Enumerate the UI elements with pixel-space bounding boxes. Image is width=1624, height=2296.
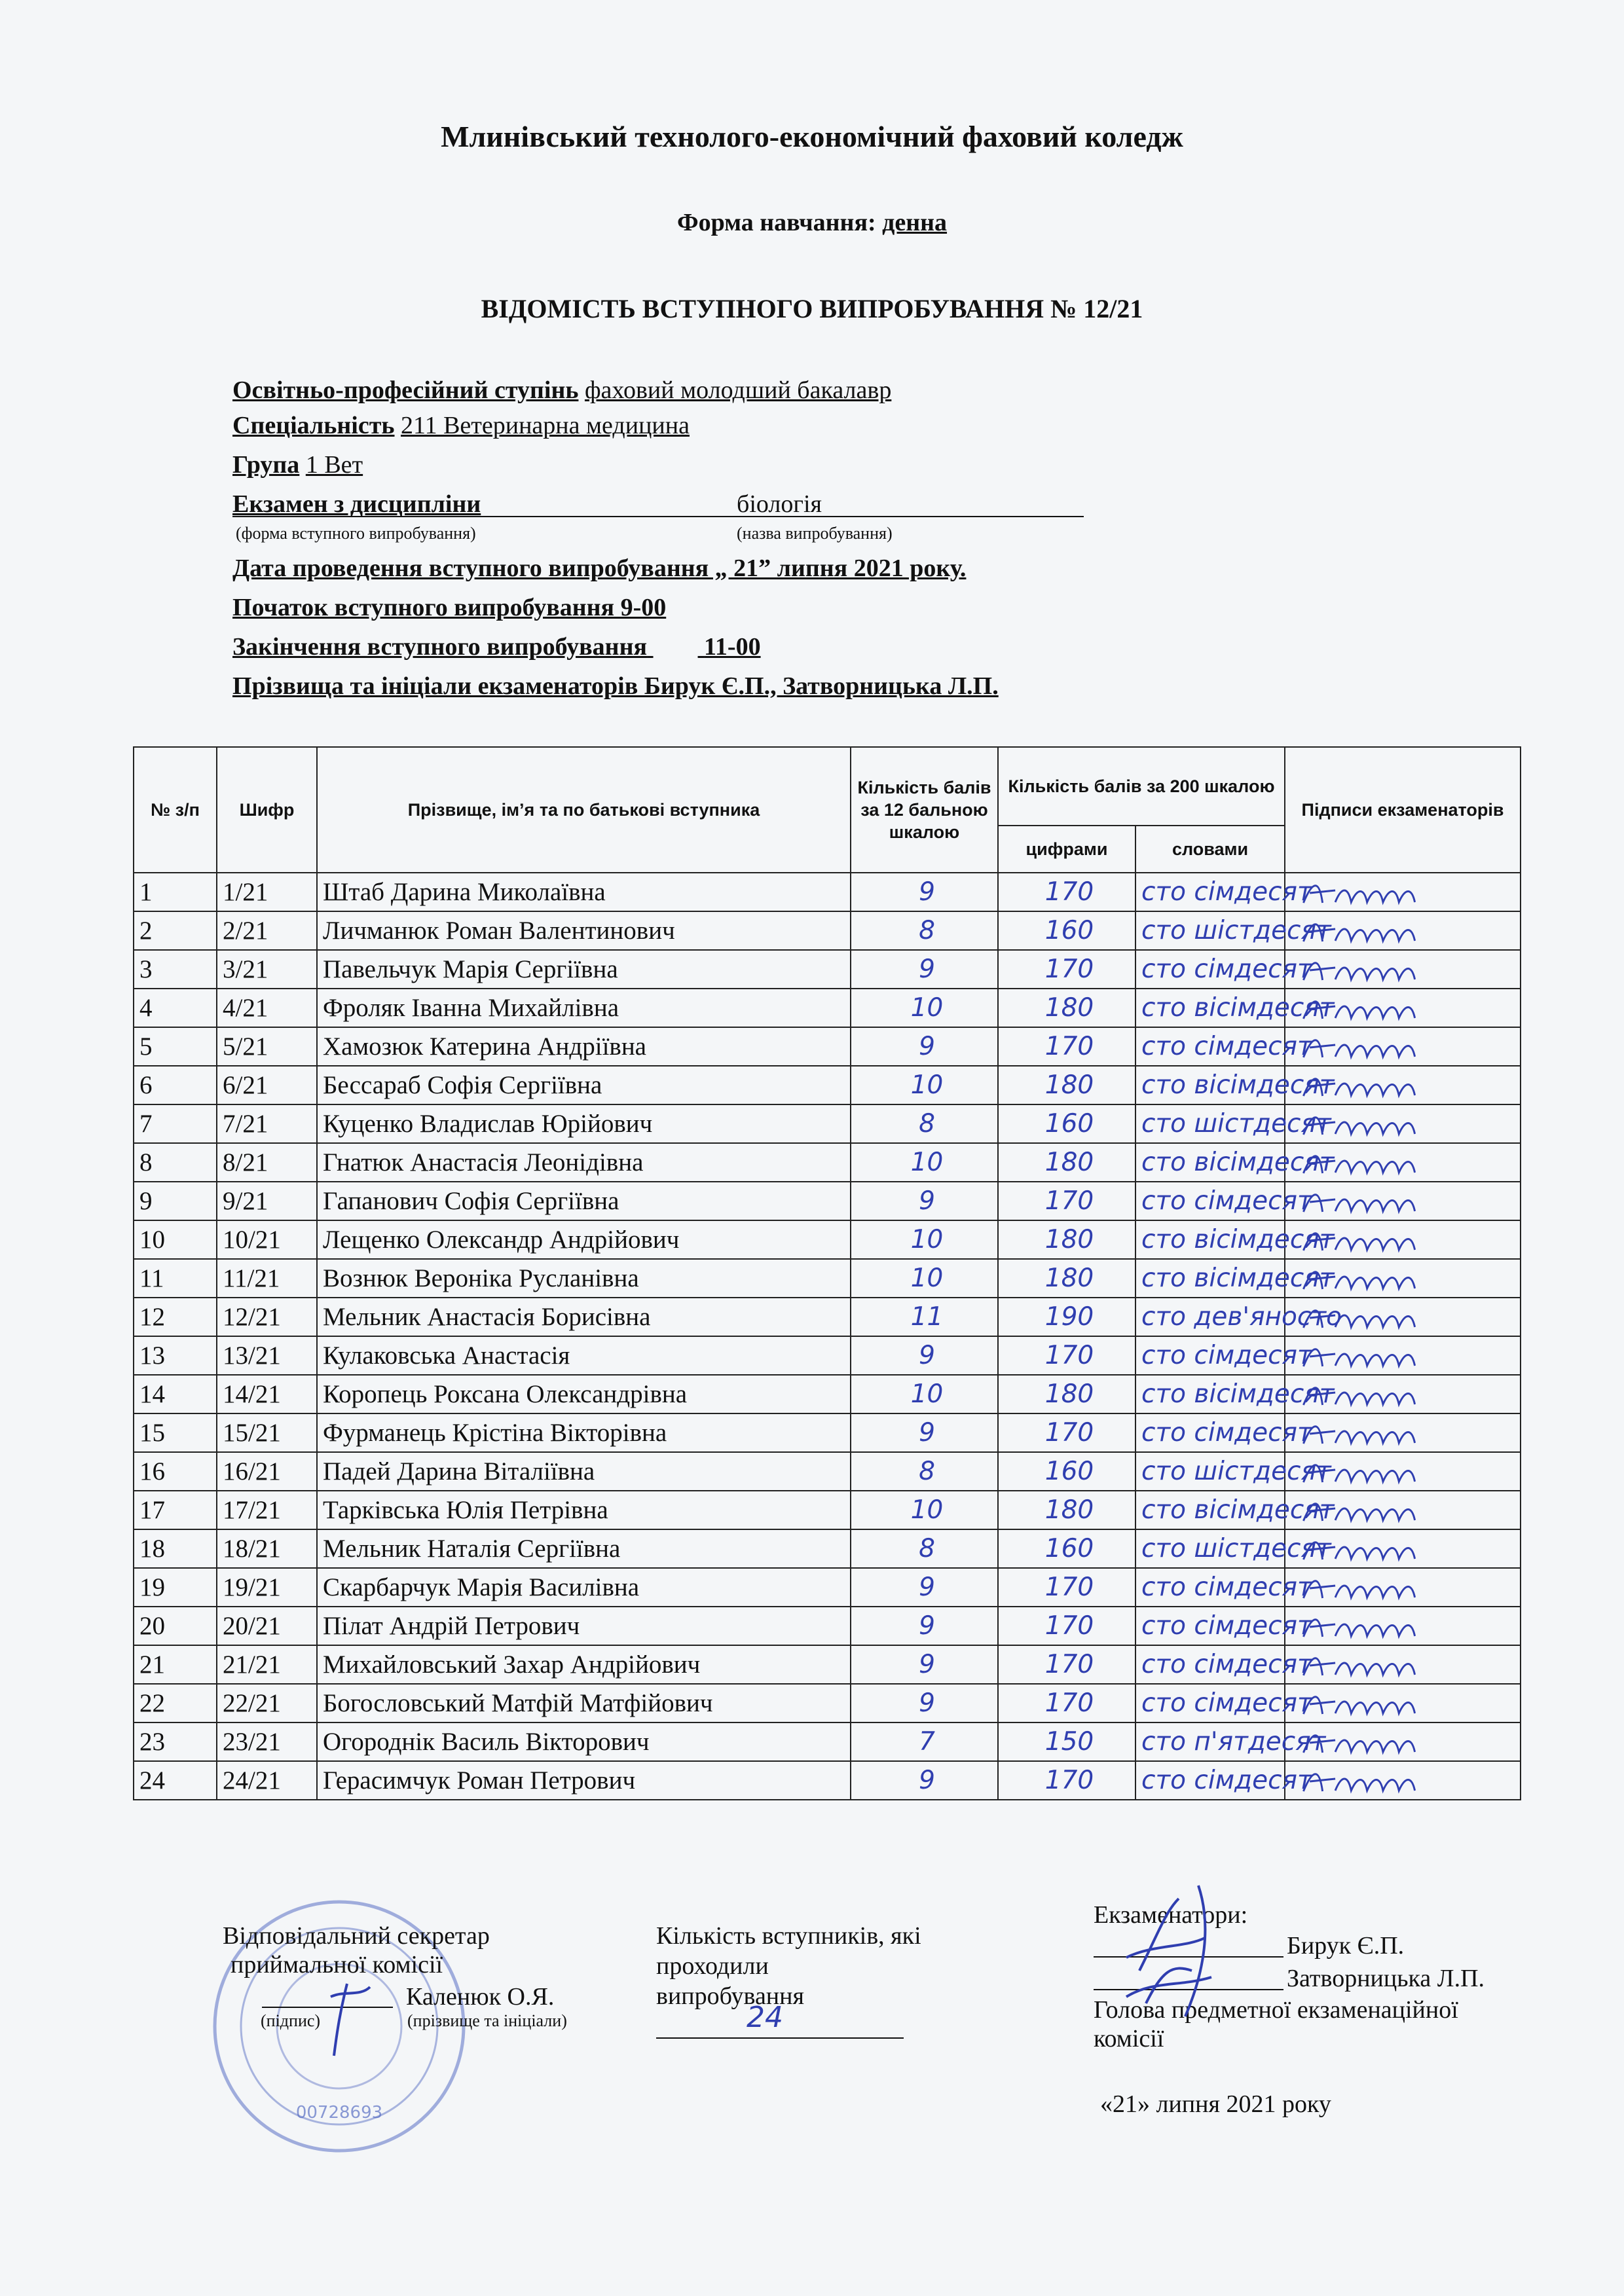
row-score12: 9 bbox=[851, 950, 998, 989]
row-signature bbox=[1285, 1452, 1521, 1491]
row-name: Вознюк Вероніка Русланівна bbox=[317, 1259, 851, 1298]
row-code: 6/21 bbox=[217, 1066, 317, 1104]
header-digits: цифрами bbox=[998, 826, 1135, 873]
row-score200-words: сто сімдесят bbox=[1135, 1761, 1285, 1800]
row-code: 12/21 bbox=[217, 1298, 317, 1336]
header-signatures: Підписи екзаменаторів bbox=[1285, 747, 1521, 873]
exam-line bbox=[232, 490, 841, 519]
row-score200-digits: 170 bbox=[998, 1684, 1135, 1722]
row-score12: 8 bbox=[851, 1452, 998, 1491]
row-name: Куценко Владислав Юрійович bbox=[317, 1104, 851, 1143]
row-score12: 11 bbox=[851, 1298, 998, 1336]
signature-mark bbox=[1291, 1182, 1520, 1220]
row-signature bbox=[1285, 1143, 1521, 1182]
signature-mark bbox=[1291, 1105, 1520, 1142]
row-score12: 8 bbox=[851, 1529, 998, 1568]
row-score200-digits: 170 bbox=[998, 1568, 1135, 1607]
row-score200-words: сто вісімдесят bbox=[1135, 1375, 1285, 1413]
row-code: 11/21 bbox=[217, 1259, 317, 1298]
row-signature bbox=[1285, 1220, 1521, 1259]
row-score200-words: сто вісімдесят bbox=[1135, 1143, 1285, 1182]
signature-mark bbox=[1291, 1607, 1520, 1645]
row-code: 15/21 bbox=[217, 1413, 317, 1452]
signature-mark bbox=[1291, 1491, 1520, 1529]
row-code: 2/21 bbox=[217, 911, 317, 950]
row-num: 1 bbox=[134, 873, 217, 911]
row-signature bbox=[1285, 1336, 1521, 1375]
signature-mark bbox=[1291, 1569, 1520, 1606]
examiner2-name: Затворницька Л.П. bbox=[1287, 1965, 1485, 1992]
signature-mark bbox=[1291, 1260, 1520, 1297]
row-name: Фроляк Іванна Михайлівна bbox=[317, 989, 851, 1027]
signature-mark bbox=[1291, 989, 1520, 1027]
table-row bbox=[134, 1375, 1521, 1413]
table-row bbox=[134, 911, 1521, 950]
header-name: Прізвище, ім’я та по батькові вступника bbox=[317, 747, 851, 873]
row-score200-words: сто вісімдесят bbox=[1135, 1491, 1285, 1529]
row-score200-words: сто шістдесят bbox=[1135, 911, 1285, 950]
row-score200-words: сто вісімдесят bbox=[1135, 989, 1285, 1027]
row-score200-words: сто сімдесят bbox=[1135, 1336, 1285, 1375]
study-form-label: Форма навчання: bbox=[676, 209, 876, 236]
table-row bbox=[134, 1220, 1521, 1259]
table-row bbox=[134, 989, 1521, 1027]
specialty-line bbox=[232, 411, 690, 440]
row-signature bbox=[1285, 1645, 1521, 1684]
exam-date-line: Дата проведення вступного випробування „ 21” липня 2021 року. bbox=[232, 555, 967, 582]
row-name: Хамозюк Катерина Андріївна bbox=[317, 1027, 851, 1066]
table-row bbox=[134, 1259, 1521, 1298]
row-num: 20 bbox=[134, 1607, 217, 1645]
row-num: 4 bbox=[134, 989, 217, 1027]
row-score200-digits: 170 bbox=[998, 1645, 1135, 1684]
row-score12: 7 bbox=[851, 1722, 998, 1761]
row-score12: 10 bbox=[851, 1066, 998, 1104]
row-name: Скарбарчук Марія Василівна bbox=[317, 1568, 851, 1607]
examiner1-name: Бирук Є.П. bbox=[1287, 1932, 1405, 1959]
row-score200-digits: 190 bbox=[998, 1298, 1135, 1336]
count-label-1: Кількість вступників, які bbox=[656, 1922, 921, 1950]
row-score200-digits: 170 bbox=[998, 1607, 1135, 1645]
stamp-number: 00728693 bbox=[295, 2103, 383, 2123]
row-score12: 10 bbox=[851, 1491, 998, 1529]
row-score200-words: сто сімдесят bbox=[1135, 1645, 1285, 1684]
row-name: Павельчук Марія Сергіївна bbox=[317, 950, 851, 989]
row-code: 1/21 bbox=[217, 873, 317, 911]
count-label-3: випробування bbox=[656, 1982, 804, 2010]
row-score12: 9 bbox=[851, 1645, 998, 1684]
specialty-value: 211 Ветеринарна медицина bbox=[400, 412, 690, 439]
row-num: 15 bbox=[134, 1413, 217, 1452]
row-score200-digits: 160 bbox=[998, 911, 1135, 950]
count-label-2: проходили bbox=[656, 1952, 769, 1980]
row-score12: 9 bbox=[851, 1182, 998, 1220]
signature-mark bbox=[1291, 1453, 1520, 1490]
row-score200-words: сто дев'яносто bbox=[1135, 1298, 1285, 1336]
row-code: 20/21 bbox=[217, 1607, 317, 1645]
signature-mark bbox=[1291, 912, 1520, 949]
row-score200-words: сто шістдесят bbox=[1135, 1452, 1285, 1491]
header-score200: Кількість балів за 200 шкалою bbox=[998, 747, 1285, 826]
chair-label-2: комісії bbox=[1094, 2025, 1164, 2052]
row-num: 3 bbox=[134, 950, 217, 989]
row-score200-digits: 180 bbox=[998, 1143, 1135, 1182]
row-name: Мельник Анастасія Борисівна bbox=[317, 1298, 851, 1336]
row-score12: 9 bbox=[851, 1413, 998, 1452]
row-score200-digits: 150 bbox=[998, 1722, 1135, 1761]
row-name: Бессараб Софія Сергіївна bbox=[317, 1066, 851, 1104]
examiners-signatures bbox=[1100, 1872, 1310, 2023]
row-score12: 9 bbox=[851, 873, 998, 911]
table-row bbox=[134, 1722, 1521, 1761]
row-score200-digits: 180 bbox=[998, 989, 1135, 1027]
examiners-label: Екзаменатори: bbox=[1094, 1901, 1248, 1929]
table-row bbox=[134, 950, 1521, 989]
signature-mark bbox=[1291, 1337, 1520, 1374]
signature-mark bbox=[1291, 1685, 1520, 1722]
row-signature bbox=[1285, 1761, 1521, 1800]
group-label: Група bbox=[232, 451, 300, 479]
row-name: Лещенко Олександр Андрійович bbox=[317, 1220, 851, 1259]
row-num: 13 bbox=[134, 1336, 217, 1375]
secretary-title-1: Відповідальний секретар bbox=[223, 1922, 490, 1950]
row-score12: 10 bbox=[851, 1375, 998, 1413]
row-num: 10 bbox=[134, 1220, 217, 1259]
study-form bbox=[0, 208, 1624, 237]
row-score12: 10 bbox=[851, 1143, 998, 1182]
chair-label-1: Голова предметної екзаменаційної bbox=[1094, 1996, 1458, 2024]
document-title: ВІДОМІСТЬ ВСТУПНОГО ВИПРОБУВАННЯ № 12/21 bbox=[481, 294, 1143, 323]
row-code: 8/21 bbox=[217, 1143, 317, 1182]
row-name: Герасимчук Роман Петрович bbox=[317, 1761, 851, 1800]
signature-mark bbox=[1291, 1298, 1520, 1336]
table-row bbox=[134, 1298, 1521, 1336]
table-row bbox=[134, 1645, 1521, 1684]
row-score200-digits: 170 bbox=[998, 1027, 1135, 1066]
table-row bbox=[134, 1066, 1521, 1104]
row-num: 11 bbox=[134, 1259, 217, 1298]
table-row bbox=[134, 1684, 1521, 1722]
row-name: Михайловський Захар Андрійович bbox=[317, 1645, 851, 1684]
table-row bbox=[134, 1529, 1521, 1568]
row-code: 19/21 bbox=[217, 1568, 317, 1607]
row-name: Личманюк Роман Валентинович bbox=[317, 911, 851, 950]
row-name: Огороднік Василь Вікторович bbox=[317, 1722, 851, 1761]
row-num: 24 bbox=[134, 1761, 217, 1800]
row-score200-digits: 160 bbox=[998, 1452, 1135, 1491]
row-num: 9 bbox=[134, 1182, 217, 1220]
row-num: 7 bbox=[134, 1104, 217, 1143]
row-score12: 9 bbox=[851, 1027, 998, 1066]
table-row bbox=[134, 1182, 1521, 1220]
row-score200-words: сто сімдесят bbox=[1135, 950, 1285, 989]
row-score12: 9 bbox=[851, 1568, 998, 1607]
row-name: Штаб Дарина Миколаївна bbox=[317, 873, 851, 911]
group-line bbox=[232, 450, 363, 479]
row-score200-words: сто п'ятдесят bbox=[1135, 1722, 1285, 1761]
signature-mark bbox=[1291, 1376, 1520, 1413]
row-score12: 10 bbox=[851, 1220, 998, 1259]
end-time-label: Закінчення вступного випробування bbox=[232, 633, 648, 661]
row-code: 10/21 bbox=[217, 1220, 317, 1259]
row-score200-digits: 170 bbox=[998, 1761, 1135, 1800]
row-code: 17/21 bbox=[217, 1491, 317, 1529]
row-signature bbox=[1285, 1066, 1521, 1104]
row-num: 17 bbox=[134, 1491, 217, 1529]
row-score200-digits: 170 bbox=[998, 950, 1135, 989]
row-score200-words: сто сімдесят bbox=[1135, 1607, 1285, 1645]
row-score200-digits: 180 bbox=[998, 1491, 1135, 1529]
name-caption: (прізвище та ініціали) bbox=[407, 2011, 567, 2030]
row-code: 5/21 bbox=[217, 1027, 317, 1066]
row-signature bbox=[1285, 1298, 1521, 1336]
table-row bbox=[134, 1491, 1521, 1529]
row-score12: 9 bbox=[851, 1761, 998, 1800]
row-name: Гапанович Софія Сергіївна bbox=[317, 1182, 851, 1220]
specialty-label: Спеціальність bbox=[232, 412, 395, 439]
row-signature bbox=[1285, 1375, 1521, 1413]
row-num: 12 bbox=[134, 1298, 217, 1336]
row-score200-digits: 170 bbox=[998, 873, 1135, 911]
table-row bbox=[134, 1761, 1521, 1800]
row-score12: 10 bbox=[851, 1259, 998, 1298]
row-num: 18 bbox=[134, 1529, 217, 1568]
signature-mark bbox=[1291, 1762, 1520, 1799]
row-num: 5 bbox=[134, 1027, 217, 1066]
row-score200-digits: 160 bbox=[998, 1104, 1135, 1143]
start-time-line: Початок вступного випробування 9-00 bbox=[232, 594, 667, 621]
table-row bbox=[134, 1027, 1521, 1066]
row-code: 13/21 bbox=[217, 1336, 317, 1375]
row-code: 7/21 bbox=[217, 1104, 317, 1143]
exam-label: Екзамен з дисципліни bbox=[232, 490, 481, 518]
row-signature bbox=[1285, 1413, 1521, 1452]
signature-mark bbox=[1291, 951, 1520, 988]
signature-mark bbox=[1291, 1028, 1520, 1065]
row-code: 21/21 bbox=[217, 1645, 317, 1684]
row-name: Гнатюк Анастасія Леонідівна bbox=[317, 1143, 851, 1182]
exam-underline bbox=[232, 516, 1084, 517]
row-name: Падей Дарина Віталіївна bbox=[317, 1452, 851, 1491]
degree-label: Освітньо-професійний ступінь bbox=[232, 376, 579, 404]
row-code: 3/21 bbox=[217, 950, 317, 989]
study-form-value: денна bbox=[882, 209, 948, 236]
row-score200-words: сто сімдесят bbox=[1135, 1684, 1285, 1722]
exam-value: біологія bbox=[737, 490, 822, 518]
row-signature bbox=[1285, 1491, 1521, 1529]
row-score200-digits: 180 bbox=[998, 1259, 1135, 1298]
table-row bbox=[134, 1452, 1521, 1491]
degree-line bbox=[232, 376, 891, 405]
row-num: 16 bbox=[134, 1452, 217, 1491]
row-score200-words: сто шістдесят bbox=[1135, 1529, 1285, 1568]
row-name: Мельник Наталія Сергіївна bbox=[317, 1529, 851, 1568]
college-title: Млинівський технолого-економічний фаховий коледж bbox=[441, 120, 1183, 153]
row-signature bbox=[1285, 1684, 1521, 1722]
results-table bbox=[133, 746, 1521, 1800]
row-score12: 10 bbox=[851, 989, 998, 1027]
row-name: Коропець Роксана Олександрівна bbox=[317, 1375, 851, 1413]
row-score200-words: сто сімдесят bbox=[1135, 873, 1285, 911]
row-num: 14 bbox=[134, 1375, 217, 1413]
row-num: 23 bbox=[134, 1722, 217, 1761]
count-value: 24 bbox=[747, 2001, 783, 2034]
row-code: 14/21 bbox=[217, 1375, 317, 1413]
signature-mark bbox=[1291, 1530, 1520, 1567]
row-name: Богословський Матфій Матфійович bbox=[317, 1684, 851, 1722]
footer-date: «21» липня 2021 року bbox=[1100, 2090, 1331, 2118]
row-code: 9/21 bbox=[217, 1182, 317, 1220]
table-row bbox=[134, 1413, 1521, 1452]
row-score12: 9 bbox=[851, 1336, 998, 1375]
header-score12: Кількість балів за 12 бальною шкалою bbox=[851, 747, 998, 873]
row-score200-digits: 180 bbox=[998, 1220, 1135, 1259]
row-signature bbox=[1285, 1568, 1521, 1607]
row-score200-digits: 160 bbox=[998, 1529, 1135, 1568]
row-score200-digits: 180 bbox=[998, 1375, 1135, 1413]
row-score12: 9 bbox=[851, 1607, 998, 1645]
row-name: Кулаковська Анастасія bbox=[317, 1336, 851, 1375]
row-num: 6 bbox=[134, 1066, 217, 1104]
row-score200-digits: 180 bbox=[998, 1066, 1135, 1104]
row-name: Тарківська Юлія Петрівна bbox=[317, 1491, 851, 1529]
row-num: 21 bbox=[134, 1645, 217, 1684]
row-signature bbox=[1285, 1182, 1521, 1220]
signature-mark bbox=[1291, 1414, 1520, 1451]
row-signature bbox=[1285, 1722, 1521, 1761]
row-signature bbox=[1285, 1607, 1521, 1645]
table-row bbox=[134, 1607, 1521, 1645]
row-signature bbox=[1285, 950, 1521, 989]
row-signature bbox=[1285, 989, 1521, 1027]
table-row bbox=[134, 1143, 1521, 1182]
signature-mark bbox=[1291, 1221, 1520, 1258]
secretary-signature bbox=[308, 1958, 393, 2062]
row-score200-words: сто вісімдесят bbox=[1135, 1066, 1285, 1104]
row-signature bbox=[1285, 873, 1521, 911]
count-underline bbox=[656, 2037, 904, 2039]
row-score200-digits: 170 bbox=[998, 1413, 1135, 1452]
row-score200-words: сто вісімдесят bbox=[1135, 1220, 1285, 1259]
signature-mark bbox=[1291, 1723, 1520, 1760]
row-score200-words: сто сімдесят bbox=[1135, 1413, 1285, 1452]
row-signature bbox=[1285, 1104, 1521, 1143]
table-row bbox=[134, 873, 1521, 911]
row-score200-digits: 170 bbox=[998, 1336, 1135, 1375]
table-row bbox=[134, 1104, 1521, 1143]
end-time-line bbox=[232, 632, 761, 661]
row-signature bbox=[1285, 911, 1521, 950]
row-num: 22 bbox=[134, 1684, 217, 1722]
row-score12: 8 bbox=[851, 1104, 998, 1143]
row-score200-words: сто сімдесят bbox=[1135, 1182, 1285, 1220]
row-num: 19 bbox=[134, 1568, 217, 1607]
row-name: Пілат Андрій Петрович bbox=[317, 1607, 851, 1645]
signature-caption: (підпис) bbox=[261, 2011, 321, 2030]
row-code: 16/21 bbox=[217, 1452, 317, 1491]
row-code: 24/21 bbox=[217, 1761, 317, 1800]
row-signature bbox=[1285, 1529, 1521, 1568]
row-score12: 9 bbox=[851, 1684, 998, 1722]
row-code: 18/21 bbox=[217, 1529, 317, 1568]
header-words: словами bbox=[1135, 826, 1285, 873]
row-score12: 8 bbox=[851, 911, 998, 950]
exam-form-caption: (форма вступного випробування) bbox=[236, 524, 476, 543]
table-row bbox=[134, 1568, 1521, 1607]
row-code: 4/21 bbox=[217, 989, 317, 1027]
row-signature bbox=[1285, 1027, 1521, 1066]
row-score200-words: сто сімдесят bbox=[1135, 1027, 1285, 1066]
row-score200-words: сто сімдесят bbox=[1135, 1568, 1285, 1607]
row-num: 8 bbox=[134, 1143, 217, 1182]
signature-mark bbox=[1291, 1144, 1520, 1181]
row-score200-words: сто вісімдесят bbox=[1135, 1259, 1285, 1298]
row-name: Фурманець Крістіна Вікторівна bbox=[317, 1413, 851, 1452]
signature-mark bbox=[1291, 1066, 1520, 1104]
degree-value: фаховий молодший бакалавр bbox=[584, 376, 892, 404]
exam-name-caption: (назва випробування) bbox=[737, 524, 893, 543]
table-row bbox=[134, 1336, 1521, 1375]
row-num: 2 bbox=[134, 911, 217, 950]
row-signature bbox=[1285, 1259, 1521, 1298]
secretary-name: Каленюк О.Я. bbox=[406, 1983, 555, 2011]
group-value: 1 Вет bbox=[305, 451, 363, 479]
secretary-title-2: приймальної комісії bbox=[231, 1951, 443, 1978]
header-code: Шифр bbox=[217, 747, 317, 873]
examiners-line: Прізвища та ініціали екзаменаторів Бирук Є.П., Затворницька Л.П. bbox=[232, 672, 999, 700]
row-score200-words: сто шістдесят bbox=[1135, 1104, 1285, 1143]
row-score200-digits: 170 bbox=[998, 1182, 1135, 1220]
header-num: № з/п bbox=[134, 747, 217, 873]
row-code: 22/21 bbox=[217, 1684, 317, 1722]
end-time-value: 11-00 bbox=[704, 633, 761, 661]
row-code: 23/21 bbox=[217, 1722, 317, 1761]
signature-mark bbox=[1291, 873, 1520, 911]
signature-mark bbox=[1291, 1646, 1520, 1683]
